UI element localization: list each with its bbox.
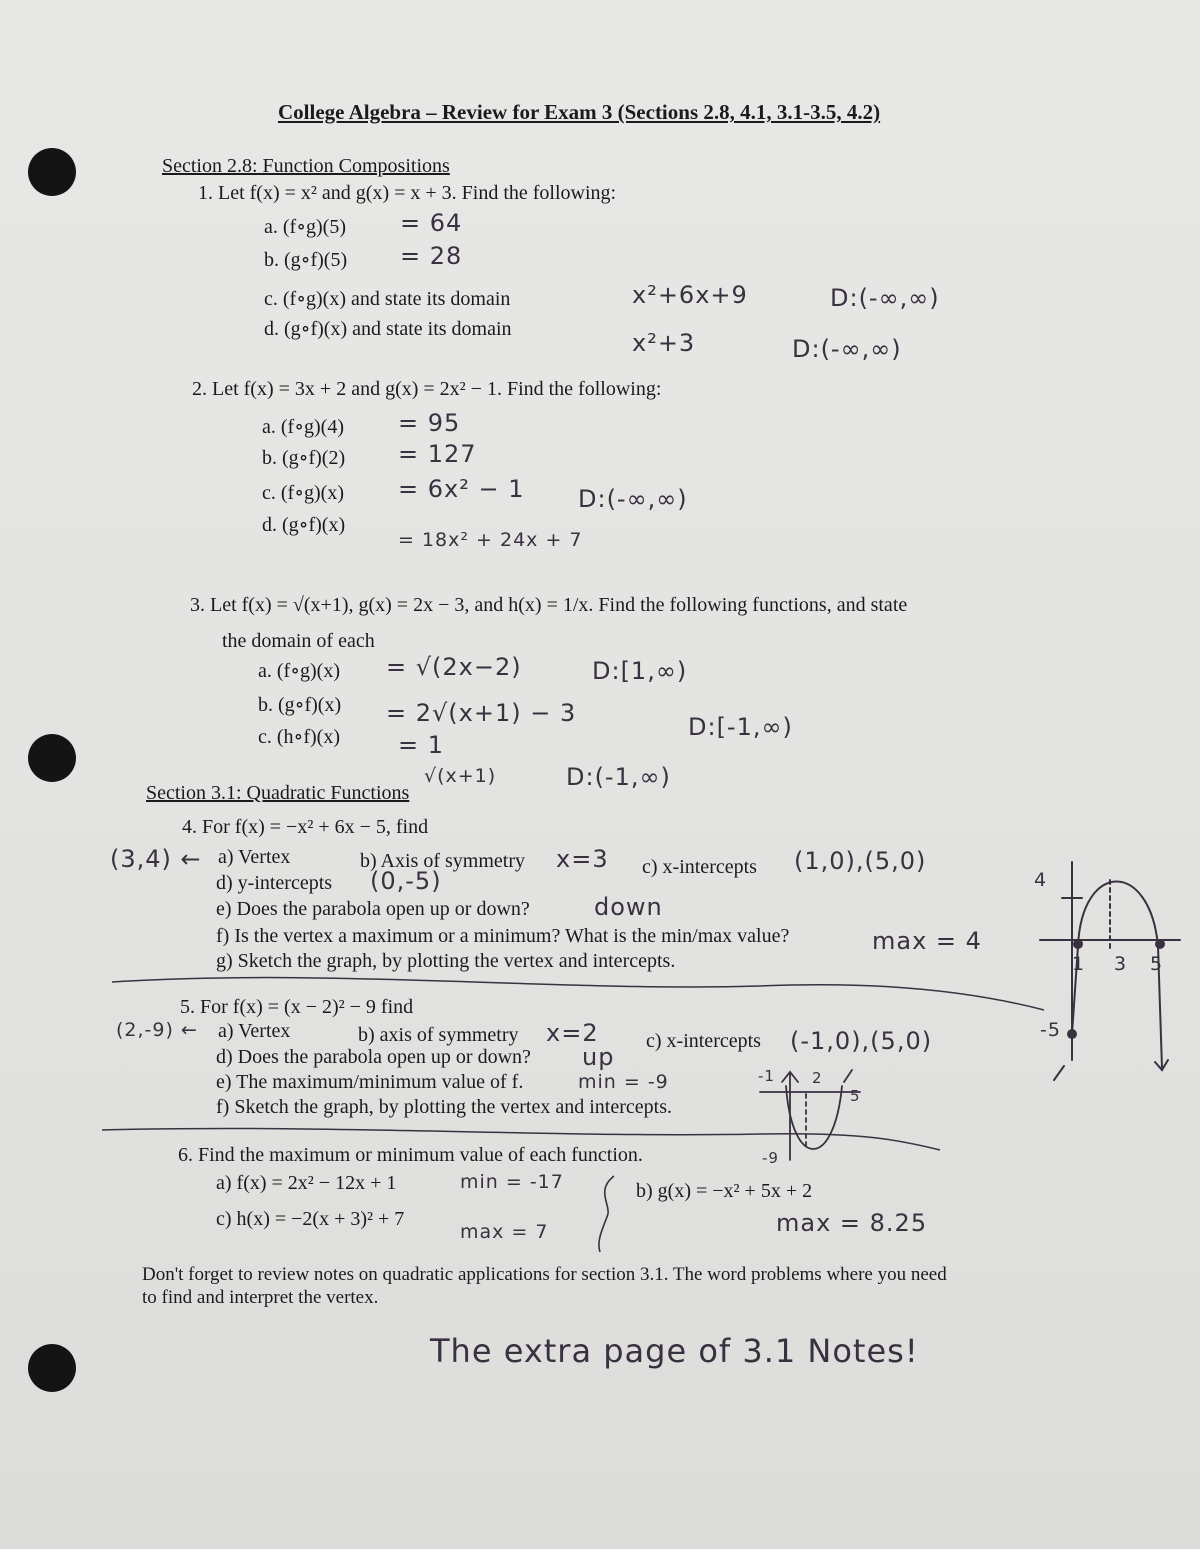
section-3-1-heading: Section 3.1: Quadratic Functions: [146, 782, 410, 804]
q3c-label: c. (h∘f)(x): [258, 726, 340, 748]
q2b-label: b. (g∘f)(2): [262, 447, 346, 469]
q1a-answer: = 64: [400, 209, 463, 237]
q4-vertex-answer: (3,4) ←: [110, 845, 202, 873]
q6a-label: a) f(x) = 2x² − 12x + 1: [216, 1172, 397, 1194]
q2c-domain: D:(-∞,∞): [578, 485, 688, 513]
q4a-label: a) Vertex: [218, 846, 291, 868]
q3b-label: b. (g∘f)(x): [258, 694, 342, 716]
q4c-label: c) x-intercepts: [642, 856, 757, 878]
q3b-domain: D:[-1,∞): [688, 713, 793, 741]
q4d-answer: (0,-5): [370, 867, 442, 895]
q1d-answer: x²+3: [632, 329, 696, 357]
q6c-label: c) h(x) = −2(x + 3)² + 7: [216, 1208, 405, 1230]
q5b-answer: x=2: [546, 1019, 599, 1047]
q1-prompt: 1. Let f(x) = x² and g(x) = x + 3. Find the following:: [198, 182, 617, 204]
q5c-label: c) x-intercepts: [646, 1030, 761, 1052]
q3c-domain: D:(-1,∞): [566, 763, 671, 791]
q5c-answer: (-1,0),(5,0): [790, 1027, 933, 1055]
q6a-answer: min = -17: [460, 1171, 564, 1193]
q5e-answer: min = -9: [578, 1071, 669, 1093]
q1c-answer: x²+6x+9: [632, 281, 748, 309]
q2c-label: c. (f∘g)(x): [262, 482, 344, 504]
q4c-answer: (1,0),(5,0): [794, 847, 927, 875]
q2d-label: d. (g∘f)(x): [262, 514, 346, 536]
q2a-label: a. (f∘g)(4): [262, 416, 344, 438]
q1b-answer: = 28: [400, 242, 463, 270]
q5-vertex-answer: (2,-9) ←: [116, 1019, 198, 1041]
q4-graph-label-4: 4: [1034, 869, 1048, 891]
q5-prompt: 5. For f(x) = (x − 2)² − 9 find: [180, 996, 414, 1018]
q4-graph-label-3: 3: [1114, 953, 1128, 975]
q5e-label: e) The maximum/minimum value of f.: [216, 1071, 524, 1093]
q2-prompt: 2. Let f(x) = 3x + 2 and g(x) = 2x² − 1. Find the following:: [192, 378, 662, 400]
q6b-label: b) g(x) = −x² + 5x + 2: [636, 1180, 813, 1202]
q1c-domain: D:(-∞,∞): [830, 284, 940, 312]
q5b-label: b) axis of symmetry: [358, 1024, 519, 1046]
q4b-answer: x=3: [556, 845, 609, 873]
q3-prompt-cont: the domain of each: [222, 630, 375, 652]
q5a-label: a) Vertex: [218, 1020, 291, 1042]
q3a-label: a. (f∘g)(x): [258, 660, 340, 682]
q5-graph-label-5: 5: [850, 1087, 861, 1105]
q1d-label: d. (g∘f)(x) and state its domain: [264, 318, 512, 340]
q2b-answer: = 127: [398, 440, 477, 468]
q3c-answer-denominator: √(x+1): [424, 765, 497, 787]
q1c-label: c. (f∘g)(x) and state its domain: [264, 288, 511, 310]
q1b-label: b. (g∘f)(5): [264, 249, 348, 271]
q2d-answer: = 18x² + 24x + 7: [398, 529, 583, 551]
q5d-answer: up: [582, 1043, 615, 1071]
q5-graph-label-neg9: -9: [762, 1149, 779, 1167]
q3a-domain: D:[1,∞): [592, 657, 688, 685]
q6b-answer: max = 8.25: [776, 1209, 928, 1237]
q4e-answer: down: [594, 893, 663, 921]
footer-note: Don't forget to review notes on quadratic applications for section 3.1. The word problems where you need: [142, 1264, 947, 1285]
q4-graph-label-neg5: -5: [1040, 1019, 1061, 1041]
q4b-label: b) Axis of symmetry: [360, 850, 525, 872]
q4-graph-label-5: 5: [1150, 953, 1164, 975]
q1a-label: a. (f∘g)(5): [264, 216, 346, 238]
q4-graph-label-1: 1: [1072, 953, 1086, 975]
q5f-label: f) Sketch the graph, by plotting the vertex and intercepts.: [216, 1096, 672, 1118]
q4-prompt: 4. For f(x) = −x² + 6x − 5, find: [182, 816, 429, 838]
q4f-label: f) Is the vertex a maximum or a minimum? What is the min/max value?: [216, 925, 790, 947]
handwritten-note: The extra page of 3.1 Notes!: [430, 1332, 919, 1370]
q3a-answer: = √(2x−2): [386, 653, 522, 681]
q6c-answer: max = 7: [460, 1221, 549, 1243]
q3b-answer: = 2√(x+1) − 3: [386, 699, 577, 727]
q2c-answer: = 6x² − 1: [398, 475, 525, 503]
q5-graph-label-2: 2: [812, 1069, 823, 1087]
q5-graph-label-neg1: -1: [758, 1067, 775, 1085]
q1d-domain: D:(-∞,∞): [792, 335, 902, 363]
q4f-answer: max = 4: [872, 927, 982, 955]
q2a-answer: = 95: [398, 409, 461, 437]
page-title: College Algebra – Review for Exam 3 (Sections 2.8, 4.1, 3.1-3.5, 4.2): [278, 100, 881, 124]
q3c-answer-numerator: = 1: [398, 731, 445, 759]
q5d-label: d) Does the parabola open up or down?: [216, 1046, 531, 1068]
section-2-8-heading: Section 2.8: Function Compositions: [162, 155, 450, 177]
q3-prompt: 3. Let f(x) = √(x+1), g(x) = 2x − 3, and h(x) = 1/x. Find the following functions, and state: [190, 594, 908, 616]
footer-note-cont: to find and interpret the vertex.: [142, 1287, 379, 1308]
q4d-label: d) y-intercepts: [216, 872, 333, 894]
q4g-label: g) Sketch the graph, by plotting the vertex and intercepts.: [216, 950, 676, 972]
q6-prompt: 6. Find the maximum or minimum value of each function.: [178, 1144, 643, 1166]
q4e-label: e) Does the parabola open up or down?: [216, 898, 530, 920]
